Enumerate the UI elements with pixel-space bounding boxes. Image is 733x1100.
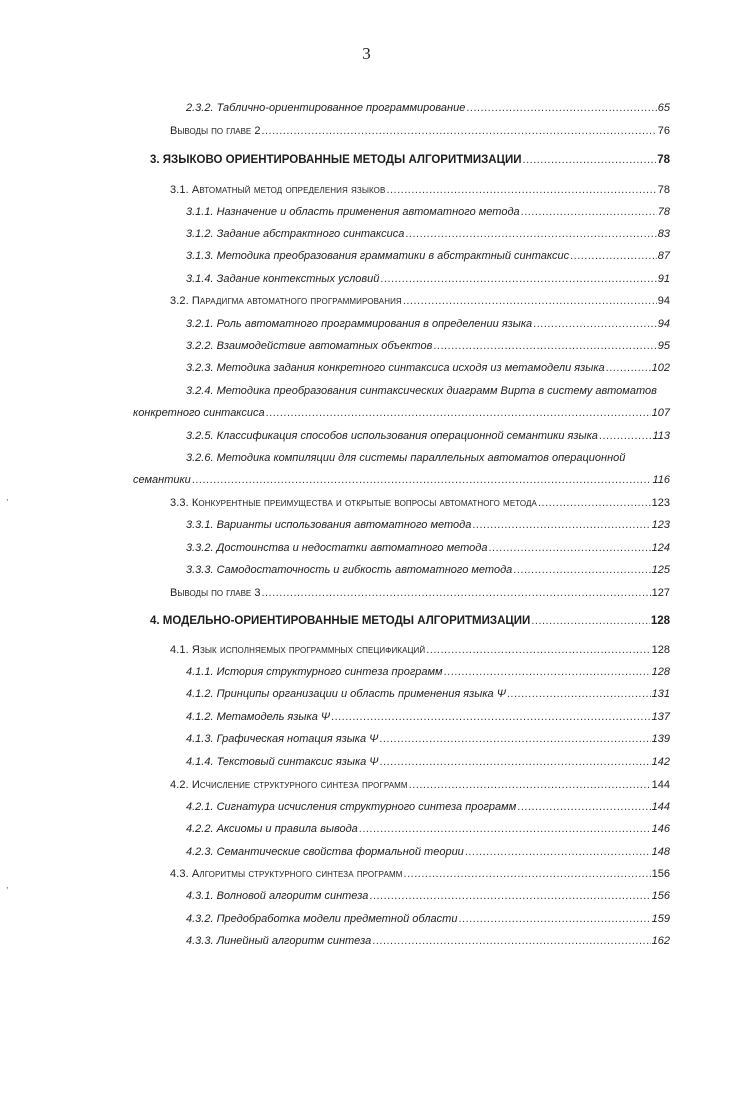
toc-entry-page: 113 — [652, 430, 670, 442]
toc-leader — [331, 711, 651, 724]
toc-entry-title: 3.1.4. Задание контекстных условий — [186, 273, 380, 285]
toc-entry-page: 91 — [657, 273, 670, 285]
toc-entry-title: 3.3.3. Самодостаточность и гибкость автоматного метода — [186, 564, 513, 576]
toc-leader — [444, 666, 651, 679]
toc-entry-page: 78 — [657, 184, 670, 196]
toc-entry[interactable] — [0, 452, 733, 492]
toc-entry-page: 137 — [651, 711, 670, 723]
toc-entry-title: 4.2. Исчисление структурного синтеза программ — [170, 779, 408, 791]
toc-entry-title: 3.1. Автоматный метод определения языков — [170, 184, 386, 196]
toc-entry-title: 3.1.2. Задание абстрактного синтаксиса — [186, 228, 405, 240]
toc-entry-title: Выводы по главе 3 — [170, 587, 261, 599]
toc-entry-page: 146 — [651, 823, 670, 835]
toc-entry-page: 162 — [651, 935, 670, 947]
toc-entry-page: 128 — [650, 615, 670, 627]
toc-entry-title: 4.3. Алгоритмы структурного синтеза программ — [170, 868, 403, 880]
toc-leader — [507, 688, 651, 701]
toc-entry-page: 94 — [657, 318, 670, 330]
toc-leader — [523, 154, 657, 167]
toc-leader — [531, 615, 649, 628]
toc-leader — [599, 430, 652, 443]
toc-entry-page: 123 — [651, 497, 670, 509]
toc-entry-title: 2.3.2. Таблично-ориентированное программирование — [186, 102, 466, 114]
toc-entry-page: 128 — [651, 644, 670, 656]
toc-leader — [386, 184, 656, 197]
toc-leader — [466, 102, 656, 115]
toc-leader — [488, 542, 650, 555]
toc-entry-page: 116 — [652, 474, 670, 486]
toc-leader — [517, 801, 650, 814]
toc-entry-page: 159 — [651, 913, 670, 925]
toc-entry-title: 4.1.4. Текстовый синтаксис языка Ψ — [186, 756, 379, 768]
toc-entry-title: 3.3.2. Достоинства и недостатки автоматного метода — [186, 542, 488, 554]
toc-entry-title: 3.2.6. Методика компиляции для системы параллельных автоматов операционной — [186, 452, 626, 464]
toc-entry[interactable] — [0, 385, 733, 425]
toc-leader — [521, 206, 657, 219]
toc-entry-title: 4.1.2. Метамодель языка Ψ — [186, 711, 331, 723]
toc-leader — [372, 935, 650, 948]
toc-leader — [538, 497, 651, 510]
toc-leader — [403, 295, 657, 308]
toc-leader — [533, 318, 657, 331]
toc-entry-page: 131 — [651, 688, 670, 700]
toc-entry-page: 78 — [657, 206, 670, 218]
toc-entry-title: 3.2.5. Классификация способов использования операционной семантики языка — [186, 430, 598, 442]
toc-entry-title: 3.2.4. Методика преобразования синтаксических диаграмм Вирта в систему автоматов — [186, 385, 657, 397]
toc-entry-page: 144 — [651, 801, 670, 813]
toc-entry-title: 3.2. Парадигма автоматного программирования — [170, 295, 402, 307]
toc-entry-title: 4.2.3. Семантические свойства формальной теории — [186, 846, 464, 858]
toc-entry-title: 3.2.3. Методика задания конкретного синтаксиса исходя из метамодели языка — [186, 362, 605, 374]
toc-entry-title: 3.2.2. Взаимодействие автоматных объектов — [186, 340, 433, 352]
toc-entry-page: 102 — [651, 362, 670, 374]
toc-leader — [433, 340, 656, 353]
toc-entry-title: 3.3.1. Варианты использования автоматного метода — [186, 519, 472, 531]
toc-leader — [472, 519, 650, 532]
toc-leader — [380, 273, 656, 286]
toc-entry-title: 4.1. Язык исполняемых программных спецификаций — [170, 644, 426, 656]
toc-entry-page: 95 — [657, 340, 670, 352]
toc-entry-page: 156 — [651, 868, 670, 880]
toc-entry-page: 124 — [651, 542, 670, 554]
toc-entry-page: 76 — [657, 125, 670, 137]
toc-leader — [458, 913, 650, 926]
toc-leader — [513, 564, 650, 577]
toc-entry-page: 83 — [657, 228, 670, 240]
toc-entry-title: 4. МОДЕЛЬНО-ОРИЕНТИРОВАННЫЕ МЕТОДЫ АЛГОРИТМИЗАЦИИ — [150, 615, 531, 627]
toc-entry-title: 4.1.1. История структурного синтеза программ — [186, 666, 443, 678]
toc-entry-title: 3.1.3. Методика преобразования грамматики в абстрактный синтаксис — [186, 250, 570, 262]
toc-entry-title-cont: конкретного синтаксиса — [133, 407, 265, 419]
toc-entry-title: Выводы по главе 2 — [170, 125, 261, 137]
toc-leader — [266, 407, 651, 420]
toc-leader — [404, 868, 651, 881]
toc-entry-title: 3. ЯЗЫКОВО ОРИЕНТИРОВАННЫЕ МЕТОДЫ АЛГОРИТМИЗАЦИИ — [150, 154, 522, 166]
toc-entry-title: 4.1.3. Графическая нотация языка Ψ — [186, 733, 379, 745]
scan-mark: , — [6, 880, 9, 890]
toc-leader — [409, 779, 651, 792]
toc-entry-title: 3.2.1. Роль автоматного программирования в определении языка — [186, 318, 533, 330]
toc-leader — [379, 756, 650, 769]
page-number: 3 — [362, 44, 371, 63]
toc-leader — [465, 846, 651, 859]
toc-entry-title: 3.1.1. Назначение и область применения автоматного метода — [186, 206, 520, 218]
toc-entry-title: 4.3.3. Линейный алгоритм синтеза — [186, 935, 372, 947]
toc-leader — [570, 250, 657, 263]
toc-entry-title: 3.3. Конкурентные преимущества и открытые вопросы автоматного метода — [170, 497, 537, 509]
toc-entry-page: 139 — [651, 733, 670, 745]
toc-entry-page: 142 — [651, 756, 670, 768]
toc-entry-title: 4.3.1. Волновой алгоритм синтеза — [186, 890, 369, 902]
toc-leader — [359, 823, 651, 836]
toc-entry-page: 128 — [651, 666, 670, 678]
toc-leader — [405, 228, 656, 241]
toc-entry-page: 94 — [657, 295, 670, 307]
toc-entry-page: 148 — [651, 846, 670, 858]
toc-entry-page: 156 — [651, 890, 670, 902]
toc-leader — [426, 644, 650, 657]
toc-entry-page: 144 — [651, 779, 670, 791]
toc-entry-title: 4.2.2. Аксиомы и правила вывода — [186, 823, 358, 835]
toc-entry-page: 123 — [651, 519, 670, 531]
toc-entry-page: 107 — [651, 407, 670, 419]
toc-entry-title: 4.3.2. Предобработка модели предметной области — [186, 913, 458, 925]
toc-entry-page: 65 — [657, 102, 670, 114]
toc-leader — [192, 474, 652, 487]
toc-leader — [369, 890, 650, 903]
toc-entry-title: 4.1.2. Принципы организации и область применения языка Ψ — [186, 688, 506, 700]
scan-mark: , — [6, 492, 9, 502]
toc-entry-page: 78 — [657, 154, 670, 166]
toc-entry-page: 87 — [657, 250, 670, 262]
toc-entry-page: 125 — [651, 564, 670, 576]
toc-entry-title-cont: семантики — [133, 474, 191, 486]
toc-leader — [261, 587, 650, 600]
toc-entry-title: 4.2.1. Сигнатура исчисления структурного синтеза программ — [186, 801, 517, 813]
toc-entry-page: 127 — [651, 587, 670, 599]
toc-leader — [261, 125, 656, 138]
toc-leader — [606, 362, 651, 375]
toc-leader — [379, 733, 650, 746]
